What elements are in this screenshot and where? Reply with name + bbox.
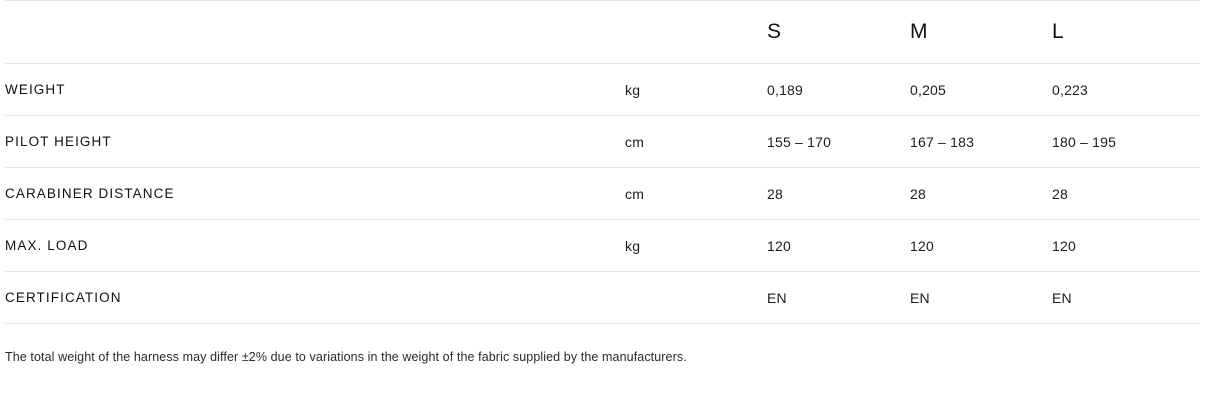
row-value-s: EN: [767, 289, 787, 306]
row-unit: cm: [625, 133, 645, 150]
header-cell-label: [5, 1, 625, 64]
row-label: CARABINER DISTANCE: [5, 186, 175, 201]
row-unit: cm: [625, 185, 645, 202]
row-value-l: EN: [1052, 289, 1072, 306]
table-row: [5, 64, 1200, 116]
row-value-l: 28: [1052, 185, 1068, 202]
header-cell-size-l: L: [1052, 20, 1064, 43]
header-cell-size-m: M: [910, 20, 928, 43]
table-row: [5, 272, 1200, 324]
row-value-l: 0,223: [1052, 81, 1089, 98]
table-body: [5, 64, 1200, 324]
row-value-s: 28: [767, 185, 783, 202]
row-value-m: 167 – 183: [910, 133, 975, 150]
header-cell-unit: [625, 1, 767, 64]
specifications-table: [5, 0, 1200, 324]
row-unit: [625, 272, 767, 324]
row-value-m: 28: [910, 185, 926, 202]
row-value-m: 120: [910, 237, 934, 254]
table-header-row: [5, 1, 1200, 64]
table-head: [5, 1, 1200, 64]
table-row: [5, 220, 1200, 272]
row-label: MAX. LOAD: [5, 238, 89, 253]
row-value-l: 180 – 195: [1052, 133, 1117, 150]
row-value-s: 0,189: [767, 81, 804, 98]
row-value-s: 120: [767, 237, 791, 254]
table-row: [5, 116, 1200, 168]
row-unit: kg: [625, 237, 641, 254]
weight-disclaimer: The total weight of the harness may differ ±2% due to variations in the weight of the fabric supplied by the manufacturers.: [5, 350, 687, 364]
row-unit: kg: [625, 81, 641, 98]
row-label: WEIGHT: [5, 82, 66, 97]
row-value-m: 0,205: [910, 81, 947, 98]
row-label: CERTIFICATION: [5, 290, 122, 305]
row-label: PILOT HEIGHT: [5, 134, 112, 149]
table-row: [5, 168, 1200, 220]
header-cell-size-s: S: [767, 20, 782, 43]
row-value-l: 120: [1052, 237, 1076, 254]
row-value-m: EN: [910, 289, 930, 306]
row-value-s: 155 – 170: [767, 133, 832, 150]
